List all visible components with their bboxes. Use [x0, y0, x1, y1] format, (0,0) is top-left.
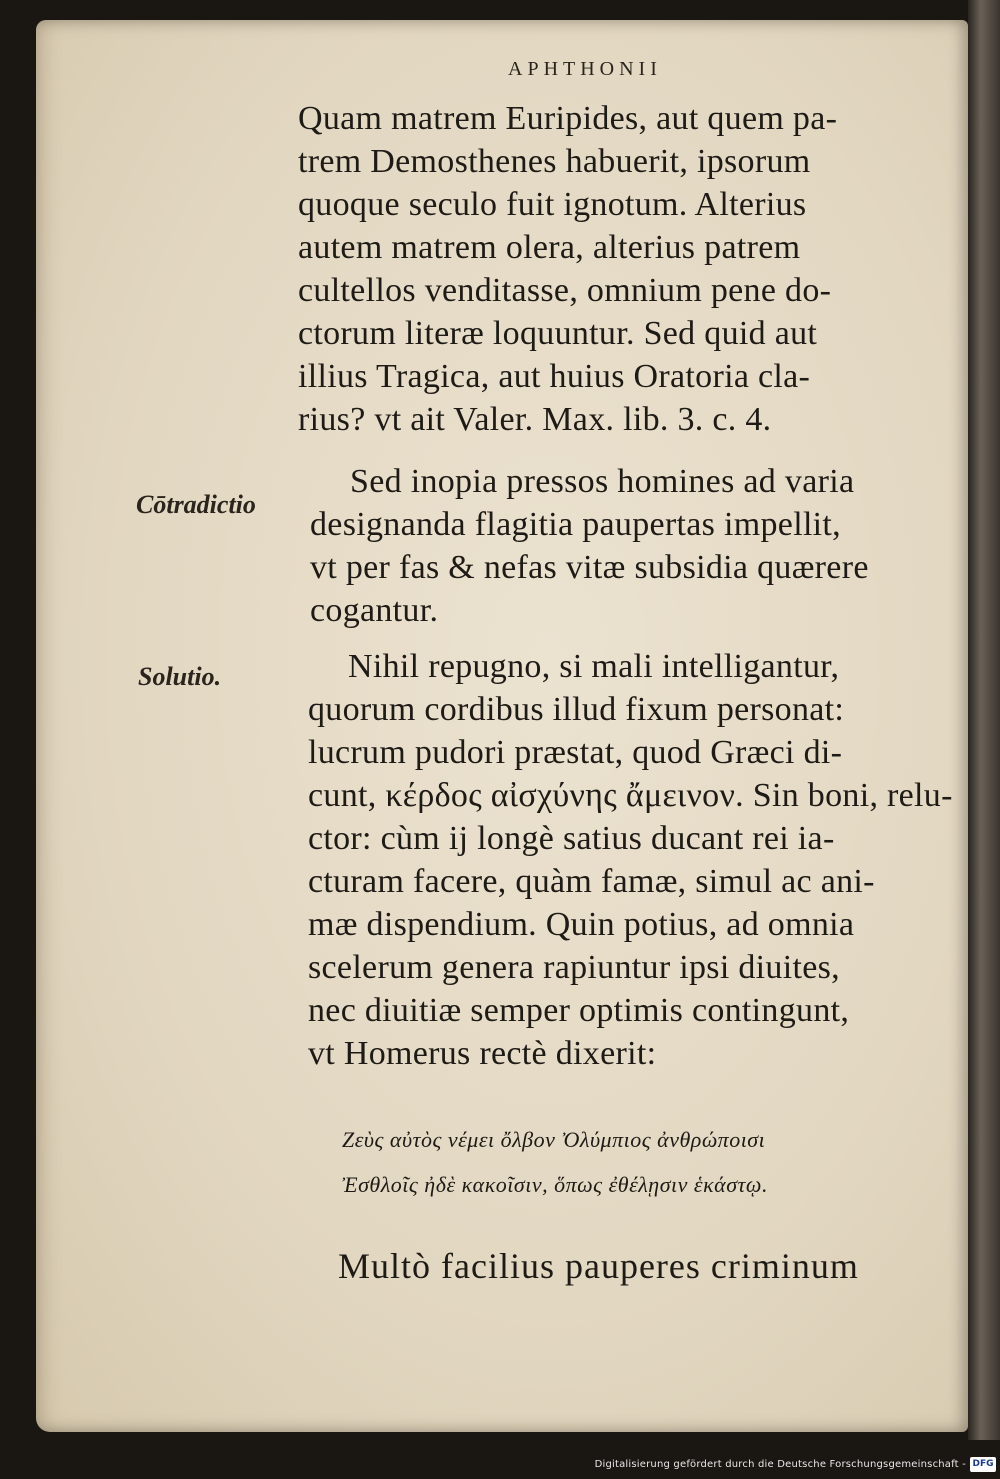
running-head: APHTHONII [508, 58, 662, 80]
text-line: Sed inopia pressos homines ad varia [350, 463, 855, 500]
text-line: cogantur. [310, 592, 439, 629]
text-line: Quam matrem Euripides, aut quem pa- [298, 100, 838, 137]
margin-note-solutio: Solutio. [138, 662, 222, 691]
text-line: scelerum genera rapiuntur ipsi diuites, [308, 949, 840, 986]
text-line: vt per fas & nefas vitæ subsidia quærere [310, 549, 869, 586]
catchword: Multò facilius pauperes criminum [338, 1246, 859, 1286]
text-line: illius Tragica, aut huius Oratoria cla- [298, 358, 811, 395]
text-line: mæ dispendium. Quin potius, ad omnia [308, 906, 855, 943]
page-edge [968, 0, 1000, 1440]
text-line: cultellos venditasse, omnium pene do- [298, 272, 832, 309]
text-line: ctorum literæ loquuntur. Sed quid aut [298, 315, 818, 352]
catchword-line [338, 1245, 859, 1288]
text-line: lucrum pudori præstat, quod Græci di- [308, 734, 843, 771]
greek-verse [342, 1117, 768, 1207]
text-line: Nihil repugno, si mali intelligantur, [348, 648, 840, 685]
verse-line: Ζεὺς αὐτὸς νέμει ὄλβον Ὀλύμπιος ἀνθρώποισι [342, 1127, 766, 1152]
paragraph-3 [308, 645, 953, 1075]
dfg-logo-icon: DFG [970, 1457, 996, 1472]
paragraph-1 [298, 97, 837, 441]
text-line: quoque seculo fuit ignotum. Alterius [298, 186, 807, 223]
text-line: autem matrem olera, alterius patrem [298, 229, 801, 266]
paragraph-2 [310, 460, 869, 632]
text-line: vt Homerus rectè dixerit: [308, 1035, 657, 1072]
text-line: rius? vt ait Valer. Max. lib. 3. c. 4. [298, 401, 772, 438]
text-line: designanda flagitia paupertas impellit, [310, 506, 841, 543]
text-line: quorum cordibus illud fixum personat: [308, 691, 845, 728]
text-line: cturam facere, quàm famæ, simul ac ani- [308, 863, 875, 900]
margin-note-contradictio: Cōtradictio [136, 490, 256, 519]
text-line: nec diuitiæ semper optimis contingunt, [308, 992, 850, 1029]
text-line: cunt, κέρδος αἰσχύνης ἄμεινον. Sin boni, relu- [308, 777, 953, 814]
text-line: trem Demosthenes habuerit, ipsorum [298, 143, 811, 180]
verse-line: Ἐσθλοῖς ἠδὲ κακοῖσιν, ὅπως ἐθέλῃσιν ἑκάστῳ. [342, 1172, 768, 1197]
footer-credit: Digitalisierung gefördert durch die Deutsche Forschungsgemeinschaft - [594, 1459, 966, 1470]
text-line: ctor: cùm ij longè satius ducant rei ia- [308, 820, 835, 857]
